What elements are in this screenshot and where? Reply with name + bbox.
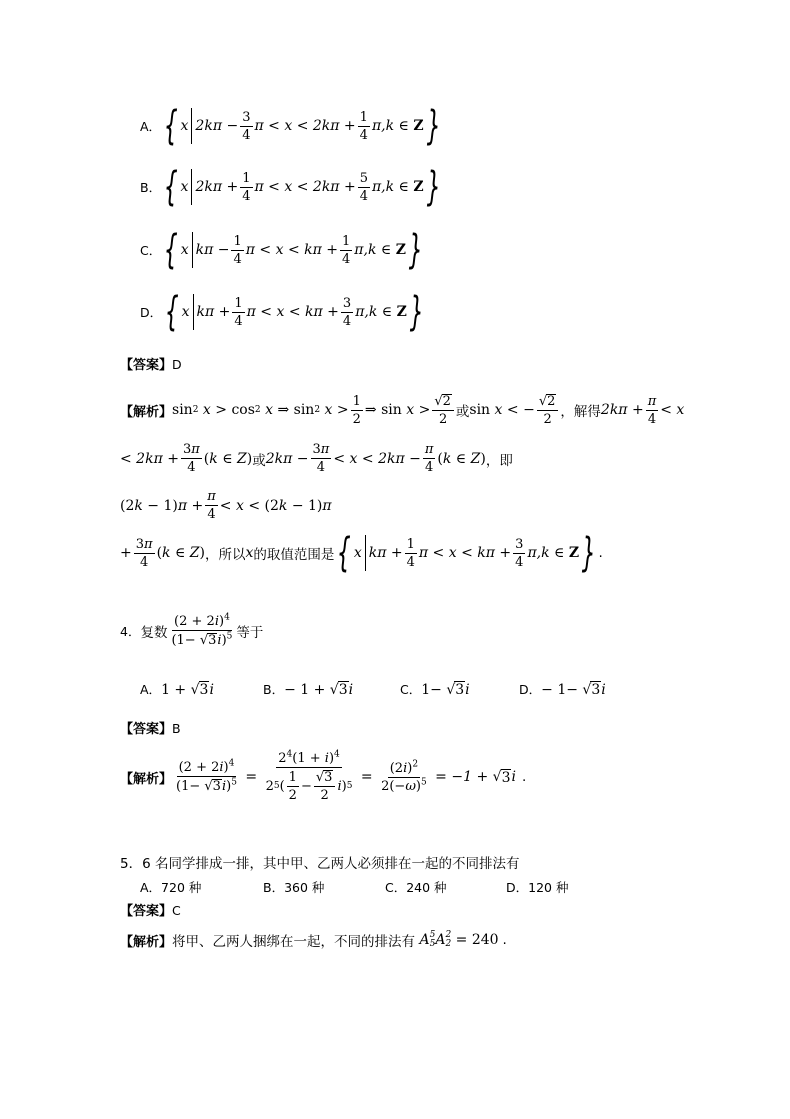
q5-option-c: C．240 种	[385, 880, 447, 895]
answer-value: B	[172, 721, 181, 736]
option-label: A．	[140, 119, 162, 134]
analysis-formula-3: 2 kπ + $\frac{\pi}{4}$ < x	[600, 393, 685, 427]
period: .	[521, 769, 527, 785]
option-b-formula: { x 2 kπ + $\frac{1}{4}$ π < x < 2 kπ + $\frac{5}{4}$ π , k ∈ Z }	[163, 164, 441, 210]
answer-value: D	[172, 357, 182, 372]
option-label: C．	[400, 682, 422, 697]
option-a-formula: 1 + √3i	[161, 681, 214, 698]
analysis-tag: 【解析】	[120, 404, 173, 420]
analysis-formula-6: (2 k − 1) π + $\frac{\pi}{4}$ < x < (2 k − 1) π	[120, 489, 332, 522]
text-ie: ，即	[485, 452, 513, 469]
q3-option-c	[140, 227, 425, 273]
question-number: 4．	[120, 624, 141, 639]
option-label: B．	[140, 180, 162, 195]
q3-option-a	[140, 103, 443, 149]
q5-option-d: D．120 种	[506, 880, 569, 895]
q5-stem: 5．6 名同学排成一排，其中甲、乙两人必须排在一起的不同排法有	[120, 856, 520, 872]
option-b-formula: − 1 + √3i	[284, 681, 354, 698]
q4-option-d	[519, 680, 606, 698]
option-label: C．	[140, 243, 162, 258]
q5-analysis-formula: A 5 5 A 2 2 = 240	[419, 930, 499, 949]
text-range: 的取值范围是	[253, 547, 335, 563]
q5-option-a: A．720 种	[140, 880, 202, 895]
analysis-formula-5: 2 kπ − $\frac{3\pi}{4}$ < x < 2 kπ − $\frac{\pi}{4}$ ( k ∈ Z )	[265, 442, 486, 475]
period: .	[598, 545, 603, 561]
q4-answer	[120, 718, 181, 737]
analysis-formula-2: sin x < − $\frac{√2}{2}$	[469, 394, 560, 426]
analysis-text: 将甲、乙两人捆绑在一起，不同的排法有	[172, 934, 416, 950]
option-d-formula: − 1− √3i	[541, 681, 606, 698]
analysis-formula-7: + $\frac{3\pi}{4}$ ( k ∈ Z )	[120, 536, 205, 570]
stem-prefix: 复数	[140, 625, 168, 641]
q4-option-c	[400, 680, 470, 698]
option-label: D．	[140, 305, 163, 320]
q3-analysis-line2	[120, 443, 513, 474]
analysis-formula-1: sin 2 x > cos 2 x ⇒ sin 2 x > $\frac{1}{2}$ ⇒ sin x > $\frac{√2}{2}$	[172, 394, 456, 426]
q4-analysis	[120, 749, 527, 803]
q5-answer	[120, 900, 181, 919]
q3-option-d	[140, 289, 426, 335]
q3-analysis-line1	[120, 394, 684, 426]
option-label: A．	[140, 682, 162, 697]
period: .	[502, 932, 507, 948]
stem-suffix: 等于	[236, 625, 264, 641]
text-or: 或	[455, 404, 470, 420]
analysis-formula-4: < 2 kπ + $\frac{3\pi}{4}$ ( k ∈ Z )	[120, 442, 253, 475]
option-label: B．	[263, 682, 285, 697]
text-solve: ，解得	[560, 404, 601, 420]
analysis-formula-8: { x kπ + $\frac{1}{4}$ π < x < kπ + $\frac{3}{4}$ π , k ∈ Z }	[337, 530, 596, 576]
q4-analysis-formula: $\frac{(2 + 2i)^4}{(1- √3i)^5}$ = $2^4(1 + i)^4$ 2 5 ( $\frac{1}{2}$ − $\frac{√3}{2}$ i ) 5 = $\frac{(2i)^2}{2(-\omega)^5}$ = −1 + √ 3 i	[176, 749, 516, 803]
text-so: ，所以	[204, 547, 246, 563]
var-x: x	[245, 545, 254, 561]
text-or: 或	[252, 452, 266, 469]
option-label: D．	[519, 682, 542, 697]
q3-analysis-line4	[120, 530, 603, 576]
q4-expression: $\frac{(2 + 2i)^4}{(1- √3i)^5}$	[171, 612, 233, 648]
option-a-formula: { x 2 kπ − $\frac{3}{4}$ π < x < 2 kπ + $\frac{1}{4}$ π , k ∈ Z }	[163, 103, 441, 149]
q4-option-b	[263, 680, 353, 698]
q5-analysis	[120, 930, 507, 950]
q5-option-b: B．360 种	[263, 880, 325, 895]
q4-option-a	[140, 680, 214, 698]
analysis-tag: 【解析】	[120, 934, 173, 950]
answer-tag: 【答案】	[120, 904, 173, 919]
option-c-formula: 1− √3i	[421, 681, 470, 698]
q3-option-b	[140, 164, 443, 210]
q3-analysis-line3	[120, 490, 332, 521]
answer-tag: 【答案】	[120, 722, 173, 737]
q3-answer	[120, 354, 182, 373]
q4-stem	[120, 612, 264, 648]
option-c-formula: { x kπ − $\frac{1}{4}$ π < x < kπ + $\frac{1}{4}$ π , k ∈ Z }	[163, 227, 423, 273]
option-d-formula: { x kπ + $\frac{1}{4}$ π < x < kπ + $\frac{3}{4}$ π , k ∈ Z }	[164, 289, 424, 335]
analysis-tag: 【解析】	[120, 771, 173, 787]
answer-value: C	[172, 903, 181, 918]
answer-tag: 【答案】	[120, 358, 173, 373]
